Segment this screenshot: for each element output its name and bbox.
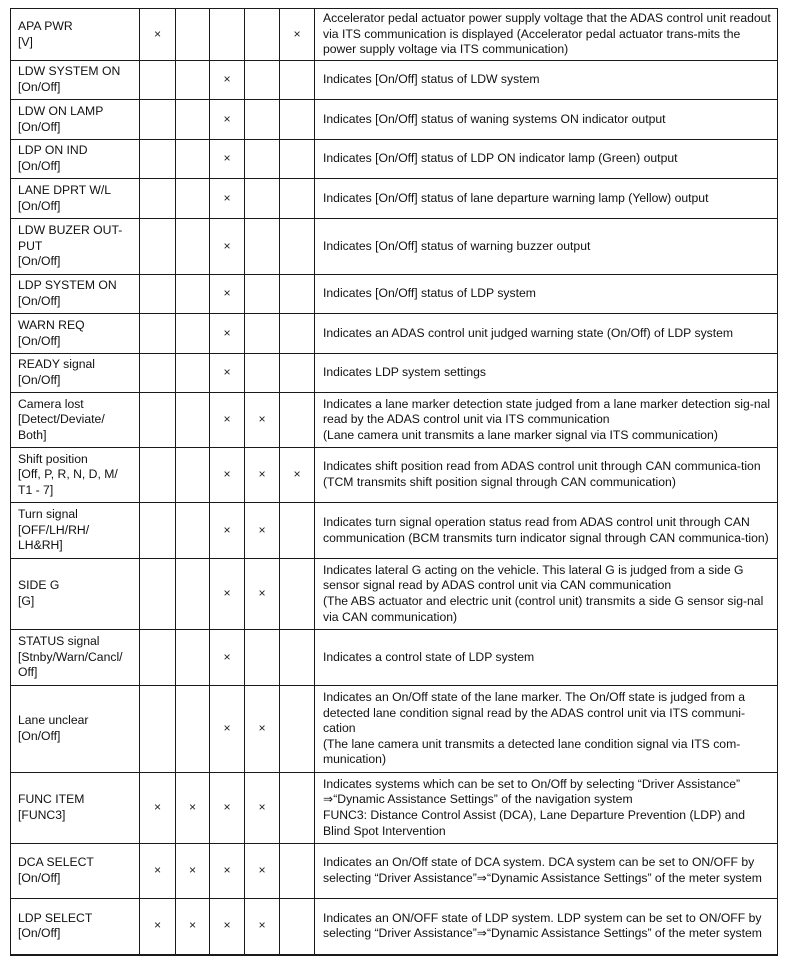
item-cell xyxy=(11,844,140,899)
item-cell xyxy=(11,393,140,448)
mode-cell-2 xyxy=(176,559,210,630)
mode-cell-4 xyxy=(245,314,280,354)
description-text: Indicates an On/Off state of DCA system. DCA system can be set to ON/OFF by selecting “Driver Assistance”⇒“Dynamic Assistance Settings” of the meter system xyxy=(323,855,762,885)
applicable-mark: × xyxy=(293,26,301,41)
description-cell xyxy=(315,61,778,100)
description-text: Indicates [On/Off] status of LDP system xyxy=(323,286,536,301)
table-row xyxy=(11,179,778,219)
mode-cell-3 xyxy=(210,773,245,844)
mode-cell-1 xyxy=(140,179,176,219)
description-text: Indicates [On/Off] status of waning systems ON indicator output xyxy=(323,111,666,126)
item-cell xyxy=(11,61,140,100)
mode-cell-5 xyxy=(280,140,315,179)
item-label-line: STATUS signal xyxy=(18,634,100,649)
description-text: (Lane camera unit transmits a lane marker signal via ITS communication) xyxy=(323,427,718,442)
mode-cell-2 xyxy=(176,275,210,314)
mode-cell-3 xyxy=(210,393,245,448)
item-label-line: LDP ON IND xyxy=(18,143,88,158)
description-text: Accelerator pedal actuator power supply voltage that the ADAS control unit readout via ITS communication is displayed (Accelerator pedal actuator trans-mits the power supply voltage via ITS communication) xyxy=(323,11,771,57)
applicable-mark: × xyxy=(223,190,231,205)
item-label-line: SIDE G xyxy=(18,578,60,593)
item-cell xyxy=(11,9,140,61)
table-row xyxy=(11,448,778,503)
mode-cell-4 xyxy=(245,9,280,61)
item-label-line: [On/Off] xyxy=(18,198,61,213)
item-cell xyxy=(11,773,140,844)
description-cell xyxy=(315,314,778,354)
description-text: (The ABS actuator and electric unit (control unit) transmits a side G sensor sig-nal via CAN communication) xyxy=(323,594,764,624)
mode-cell-4 xyxy=(245,393,280,448)
mode-cell-4 xyxy=(245,630,280,686)
mode-cell-3 xyxy=(210,630,245,686)
table-row xyxy=(11,354,778,393)
mode-cell-5 xyxy=(280,275,315,314)
applicable-mark: × xyxy=(223,721,231,736)
item-label-line: [On/Off] xyxy=(18,871,61,885)
item-label-line: [On/Off] xyxy=(18,333,61,348)
mode-cell-4 xyxy=(245,686,280,773)
description-cell xyxy=(315,393,778,448)
description-text: Indicates [On/Off] status of warning buzzer output xyxy=(323,238,591,253)
item-cell xyxy=(11,448,140,503)
applicable-mark: × xyxy=(223,412,231,427)
description-text: Indicates an ADAS control unit judged warning state (On/Off) of LDP system xyxy=(323,325,734,340)
item-label-line: LANE DPRT W/L xyxy=(18,182,112,197)
table-row xyxy=(11,61,778,100)
table-row xyxy=(11,9,778,61)
item-cell xyxy=(11,354,140,393)
item-label-line: DCA SELECT xyxy=(18,855,94,870)
mode-cell-1 xyxy=(140,354,176,393)
mode-cell-3 xyxy=(210,9,245,61)
applicable-mark: × xyxy=(223,467,231,482)
mode-cell-2 xyxy=(176,448,210,503)
mode-cell-1 xyxy=(140,899,176,955)
mode-cell-2 xyxy=(176,686,210,773)
applicable-mark: × xyxy=(153,800,162,815)
item-label-line: Shift position xyxy=(18,451,88,466)
table-row xyxy=(11,503,778,559)
applicable-mark: × xyxy=(258,863,266,878)
description-cell xyxy=(315,844,778,899)
description-text: Indicates lateral G acting on the vehicle. This lateral G is judged from a side G sensor signal read by ADAS control unit via CAN communication xyxy=(323,562,744,593)
mode-cell-1 xyxy=(140,393,176,448)
mode-cell-1 xyxy=(140,448,176,503)
description-text: FUNC3: Distance Control Assist (DCA), Lane Departure Prevention (LDP) and Blind Spot Intervention xyxy=(323,808,745,838)
mode-cell-1 xyxy=(140,140,176,179)
description-cell xyxy=(315,559,778,630)
mode-cell-5 xyxy=(280,559,315,630)
item-label-line: Off] xyxy=(18,665,38,680)
item-cell xyxy=(11,179,140,219)
applicable-mark: × xyxy=(153,918,162,933)
description-text: (The lane camera unit transmits a detected lane condition signal via ITS com-munication) xyxy=(323,736,741,767)
description-text: Indicates an ON/OFF state of LDP system. LDP system can be set to ON/OFF by selecting “Driver Assistance”⇒“Dynamic Assistance Settings” of the meter system xyxy=(323,910,762,941)
mode-cell-5 xyxy=(280,354,315,393)
description-text: Indicates [On/Off] status of lane departure warning lamp (Yellow) output xyxy=(323,190,709,205)
applicable-mark: × xyxy=(188,918,197,933)
table-row xyxy=(11,100,778,140)
item-cell xyxy=(11,275,140,314)
applicable-mark: × xyxy=(188,800,197,815)
mode-cell-1 xyxy=(140,844,176,899)
mode-cell-4 xyxy=(245,140,280,179)
description-text: Indicates [On/Off] status of LDP ON indicator lamp (Green) output xyxy=(323,151,678,166)
mode-cell-1 xyxy=(140,559,176,630)
table-row xyxy=(11,559,778,630)
item-cell xyxy=(11,100,140,140)
applicable-mark: × xyxy=(258,918,266,933)
mode-cell-1 xyxy=(140,503,176,559)
description-cell xyxy=(315,9,778,61)
mode-cell-1 xyxy=(140,61,176,100)
item-cell xyxy=(11,314,140,354)
description-cell xyxy=(315,140,778,179)
mode-cell-3 xyxy=(210,275,245,314)
item-label-line: LDW SYSTEM ON xyxy=(18,64,121,79)
mode-cell-3 xyxy=(210,448,245,503)
mode-cell-3 xyxy=(210,219,245,275)
mode-cell-2 xyxy=(176,314,210,354)
description-cell xyxy=(315,179,778,219)
applicable-mark: × xyxy=(258,522,266,537)
mode-cell-2 xyxy=(176,354,210,393)
item-cell xyxy=(11,686,140,773)
item-label-line: [OFF/LH/RH/ xyxy=(18,522,90,537)
mode-cell-5 xyxy=(280,686,315,773)
mode-cell-5 xyxy=(280,773,315,844)
item-label-line: Camera lost xyxy=(18,396,84,411)
table-row xyxy=(11,686,778,773)
item-label-line: LDP SYSTEM ON xyxy=(18,278,117,293)
item-label-line: [Off, P, R, N, D, M/ xyxy=(18,467,118,482)
applicable-mark: × xyxy=(258,412,266,427)
item-cell xyxy=(11,503,140,559)
applicable-mark: × xyxy=(258,586,266,601)
applicable-mark: × xyxy=(258,800,266,815)
mode-cell-4 xyxy=(245,844,280,899)
item-cell xyxy=(11,559,140,630)
mode-cell-2 xyxy=(176,100,210,140)
mode-cell-5 xyxy=(280,899,315,955)
mode-cell-1 xyxy=(140,773,176,844)
mode-cell-2 xyxy=(176,773,210,844)
mode-cell-1 xyxy=(140,100,176,140)
mode-cell-3 xyxy=(210,844,245,899)
mode-cell-4 xyxy=(245,179,280,219)
description-text: Indicates [On/Off] status of LDW system xyxy=(323,72,540,87)
applicable-mark: × xyxy=(223,586,231,601)
mode-cell-1 xyxy=(140,686,176,773)
item-label-line: APA PWR xyxy=(18,18,73,33)
spec-table xyxy=(10,8,778,956)
item-label-line: Lane unclear xyxy=(18,713,89,728)
applicable-mark: × xyxy=(223,649,231,664)
mode-cell-3 xyxy=(210,354,245,393)
description-text: Indicates shift position read from ADAS control unit through CAN communica-tion (TCM transmits shift position signal through CAN communication) xyxy=(323,459,761,489)
description-cell xyxy=(315,354,778,393)
item-label-line: [On/Off] xyxy=(18,119,61,134)
mode-cell-2 xyxy=(176,219,210,275)
item-label-line: [On/Off] xyxy=(18,159,61,173)
item-label-line: [Stnby/Warn/Cancl/ xyxy=(18,649,123,664)
table-body xyxy=(11,9,778,955)
applicable-mark: × xyxy=(223,863,231,878)
mode-cell-4 xyxy=(245,100,280,140)
applicable-mark: × xyxy=(223,72,231,87)
description-text: Indicates turn signal operation status read from ADAS control unit through CAN communication (BCM transmits turn indicator signal through CAN communica-tion) xyxy=(323,514,769,545)
mode-cell-5 xyxy=(280,503,315,559)
item-label-line: [On/Off] xyxy=(18,294,61,308)
item-label-line: FUNC ITEM xyxy=(18,792,85,807)
item-label-line: LDW BUZER OUT- xyxy=(18,223,123,238)
mode-cell-4 xyxy=(245,773,280,844)
mode-cell-4 xyxy=(245,61,280,100)
mode-cell-3 xyxy=(210,179,245,219)
applicable-mark: × xyxy=(153,26,162,41)
table-row xyxy=(11,630,778,686)
table-row xyxy=(11,219,778,275)
applicable-mark: × xyxy=(223,325,231,340)
mode-cell-5 xyxy=(280,448,315,503)
mode-cell-1 xyxy=(140,219,176,275)
item-label-line: WARN REQ xyxy=(18,317,85,332)
table-row xyxy=(11,899,778,955)
mode-cell-3 xyxy=(210,100,245,140)
description-cell xyxy=(315,899,778,955)
mode-cell-1 xyxy=(140,9,176,61)
mode-cell-4 xyxy=(245,559,280,630)
mode-cell-3 xyxy=(210,686,245,773)
applicable-mark: × xyxy=(223,238,231,253)
item-cell xyxy=(11,630,140,686)
description-cell xyxy=(315,773,778,844)
mode-cell-4 xyxy=(245,219,280,275)
mode-cell-3 xyxy=(210,503,245,559)
item-label-line: [On/Off] xyxy=(18,373,61,387)
description-cell xyxy=(315,448,778,503)
item-label-line: [G] xyxy=(18,594,35,608)
item-label-line: [On/Off] xyxy=(18,80,61,94)
item-label-line: [On/Off] xyxy=(18,926,61,941)
applicable-mark: × xyxy=(258,721,266,736)
description-text: Indicates a control state of LDP system xyxy=(323,649,535,664)
mode-cell-2 xyxy=(176,140,210,179)
mode-cell-5 xyxy=(280,314,315,354)
item-cell xyxy=(11,219,140,275)
mode-cell-2 xyxy=(176,61,210,100)
table-row xyxy=(11,140,778,179)
mode-cell-5 xyxy=(280,219,315,275)
item-label-line: [V] xyxy=(18,34,33,49)
mode-cell-5 xyxy=(280,61,315,100)
applicable-mark: × xyxy=(223,800,231,815)
item-label-line: [On/Off] xyxy=(18,729,61,743)
mode-cell-2 xyxy=(176,393,210,448)
mode-cell-4 xyxy=(245,503,280,559)
mode-cell-3 xyxy=(210,314,245,354)
mode-cell-5 xyxy=(280,179,315,219)
table-row xyxy=(11,844,778,899)
mode-cell-5 xyxy=(280,393,315,448)
mode-cell-1 xyxy=(140,314,176,354)
mode-cell-2 xyxy=(176,9,210,61)
mode-cell-3 xyxy=(210,559,245,630)
description-text: Indicates a lane marker detection state judged from a lane marker detection sig-nal read by the ADAS control unit via ITS communication xyxy=(323,396,771,427)
applicable-mark: × xyxy=(223,151,231,166)
mode-cell-5 xyxy=(280,844,315,899)
mode-cell-3 xyxy=(210,61,245,100)
description-text: Indicates an On/Off state of the lane marker. The On/Off state is judged from a detected lane condition signal read by the ADAS control unit via ITS communi-cation xyxy=(323,690,746,736)
item-label-line: PUT xyxy=(18,238,43,253)
description-cell xyxy=(315,503,778,559)
applicable-mark: × xyxy=(188,863,197,878)
applicable-mark: × xyxy=(223,918,231,933)
description-cell xyxy=(315,100,778,140)
item-label-line: LDP SELECT xyxy=(18,910,93,925)
applicable-mark: × xyxy=(258,467,266,482)
item-cell xyxy=(11,899,140,955)
mode-cell-4 xyxy=(245,354,280,393)
description-text: Indicates systems which can be set to On/Off by selecting “Driver Assistance” ⇒“Dynamic Assistance Settings” of the navigation system xyxy=(323,776,741,807)
mode-cell-5 xyxy=(280,630,315,686)
description-cell xyxy=(315,630,778,686)
mode-cell-2 xyxy=(176,899,210,955)
mode-cell-2 xyxy=(176,844,210,899)
table-row xyxy=(11,773,778,844)
item-label-line: Turn signal xyxy=(18,507,78,522)
item-label-line: LDW ON LAMP xyxy=(18,103,104,118)
mode-cell-5 xyxy=(280,9,315,61)
mode-cell-4 xyxy=(245,275,280,314)
applicable-mark: × xyxy=(153,863,162,878)
applicable-mark: × xyxy=(223,111,231,126)
applicable-mark: × xyxy=(223,365,231,380)
mode-cell-2 xyxy=(176,503,210,559)
applicable-mark: × xyxy=(293,467,301,482)
description-cell xyxy=(315,275,778,314)
mode-cell-1 xyxy=(140,275,176,314)
mode-cell-3 xyxy=(210,140,245,179)
mode-cell-4 xyxy=(245,448,280,503)
item-label-line: [Detect/Deviate/ xyxy=(18,412,105,427)
description-cell xyxy=(315,686,778,773)
mode-cell-2 xyxy=(176,630,210,686)
mode-cell-1 xyxy=(140,630,176,686)
item-cell xyxy=(11,140,140,179)
description-cell xyxy=(315,219,778,275)
table-row xyxy=(11,275,778,314)
mode-cell-4 xyxy=(245,899,280,955)
item-label-line: READY signal xyxy=(18,357,95,372)
table-row xyxy=(11,314,778,354)
item-label-line: [On/Off] xyxy=(18,254,61,269)
item-label-line: T1 - 7] xyxy=(18,482,54,497)
applicable-mark: × xyxy=(223,286,231,301)
mode-cell-3 xyxy=(210,899,245,955)
mode-cell-2 xyxy=(176,179,210,219)
table-row xyxy=(11,393,778,448)
mode-cell-5 xyxy=(280,100,315,140)
item-label-line: Both] xyxy=(18,427,47,442)
description-text: Indicates LDP system settings xyxy=(323,365,487,380)
item-label-line: LH&RH] xyxy=(18,538,63,553)
applicable-mark: × xyxy=(223,522,231,537)
item-label-line: [FUNC3] xyxy=(18,808,66,822)
